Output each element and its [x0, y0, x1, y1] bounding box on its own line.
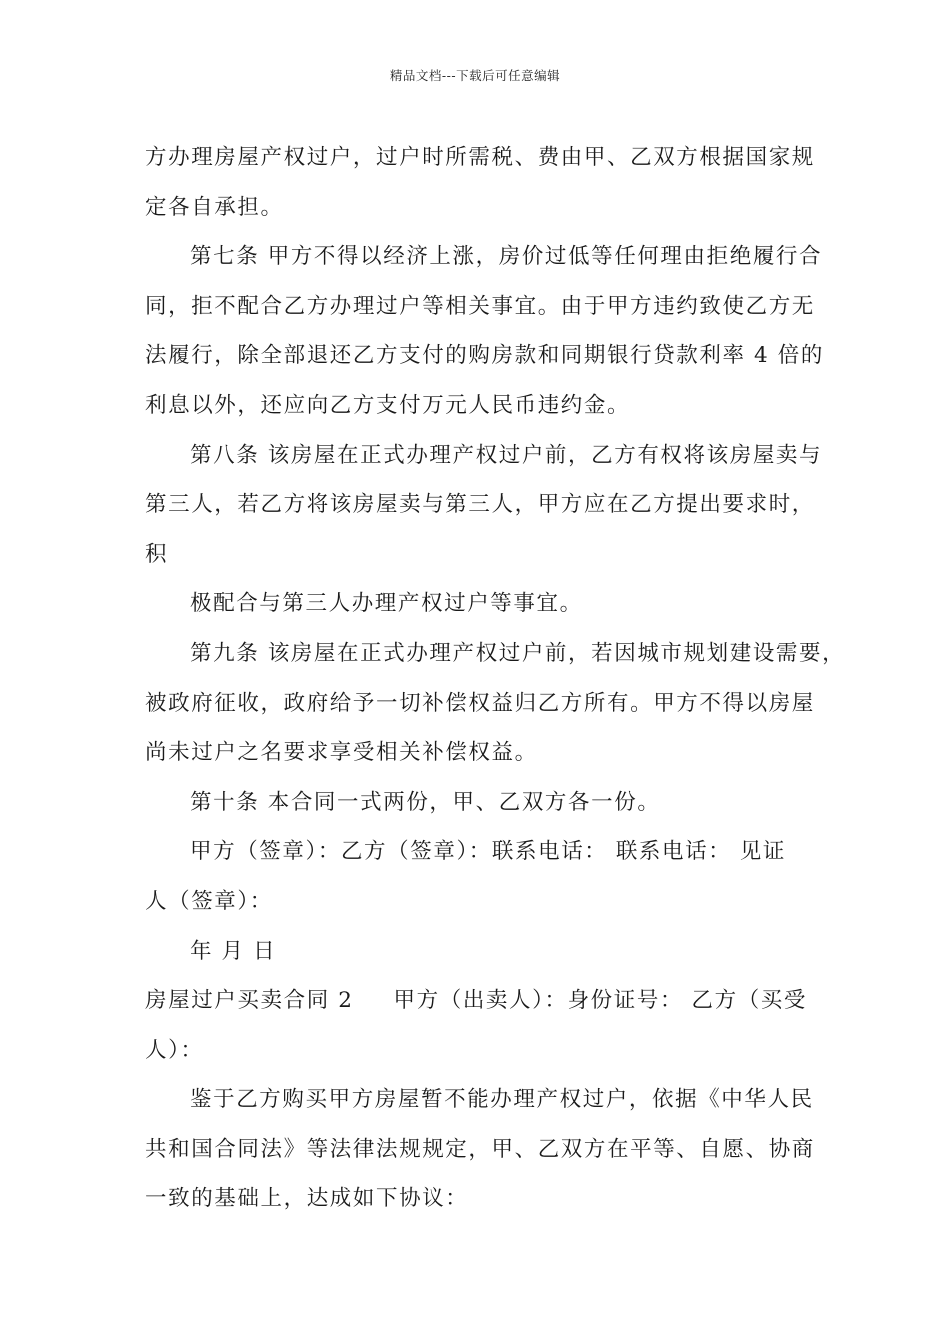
page-header: 精品文档---下载后可任意编辑	[389, 68, 561, 83]
text-line: 尚未过户之名要求享受相关补偿权益。	[145, 740, 538, 766]
text-line: 第三人，若乙方将该房屋卖与第三人，甲方应在乙方提出要求时，	[145, 492, 815, 518]
signature-line: 甲方（签章）：乙方（签章）：联系电话： 联系电话： 见证	[190, 839, 786, 865]
text-line: 人（签章）：	[145, 888, 273, 914]
text-line: 积	[145, 541, 169, 567]
contract-2-title: 房屋过户买卖合同 2	[145, 988, 354, 1014]
text-line: 被政府征收，政府给予一切补偿权益归乙方所有。甲方不得以房屋	[145, 690, 815, 716]
article-7-line: 第七条 甲方不得以经济上涨，房价过低等任何理由拒绝履行合	[190, 244, 823, 270]
preamble-line: 鉴于乙方购买甲方房屋暂不能办理产权过户，依据《中华人民	[190, 1087, 814, 1113]
text-line: 同，拒不配合乙方办理过户等相关事宜。由于甲方违约致使乙方无	[145, 293, 815, 319]
text-line: 人）：	[145, 1037, 204, 1063]
article-8-line: 第八条 该房屋在正式办理产权过户前，乙方有权将该房屋卖与	[190, 442, 823, 468]
party-a-seller: 甲方（出卖人）：身份证号： 乙方（买受	[393, 988, 808, 1014]
text-line: 法履行，除全部退还乙方支付的购房款和同期银行贷款利率 4 倍的	[145, 343, 824, 369]
text-line: 定各自承担。	[145, 194, 284, 220]
date-line: 年 月 日	[190, 938, 277, 964]
text-line: 利息以外，还应向乙方支付万元人民币违约金。	[145, 392, 631, 418]
document-body	[145, 133, 846, 1224]
text-line: 一致的基础上，达成如下协议：	[145, 1186, 469, 1212]
article-9-line: 第九条 该房屋在正式办理产权过户前，若因城市规划建设需要，	[190, 640, 846, 666]
contract-2-title-line	[145, 976, 825, 1026]
text-line: 方办理房屋产权过户，过户时所需税、费由甲、乙双方根据国家规	[145, 145, 815, 170]
text-line: 极配合与第三人办理产权过户等事宜。	[190, 591, 583, 617]
text-line: 共和国合同法》等法律法规规定，甲、乙双方在平等、自愿、协商	[145, 1136, 815, 1162]
article-10-line: 第十条 本合同一式两份，甲、乙双方各一份。	[190, 789, 661, 815]
